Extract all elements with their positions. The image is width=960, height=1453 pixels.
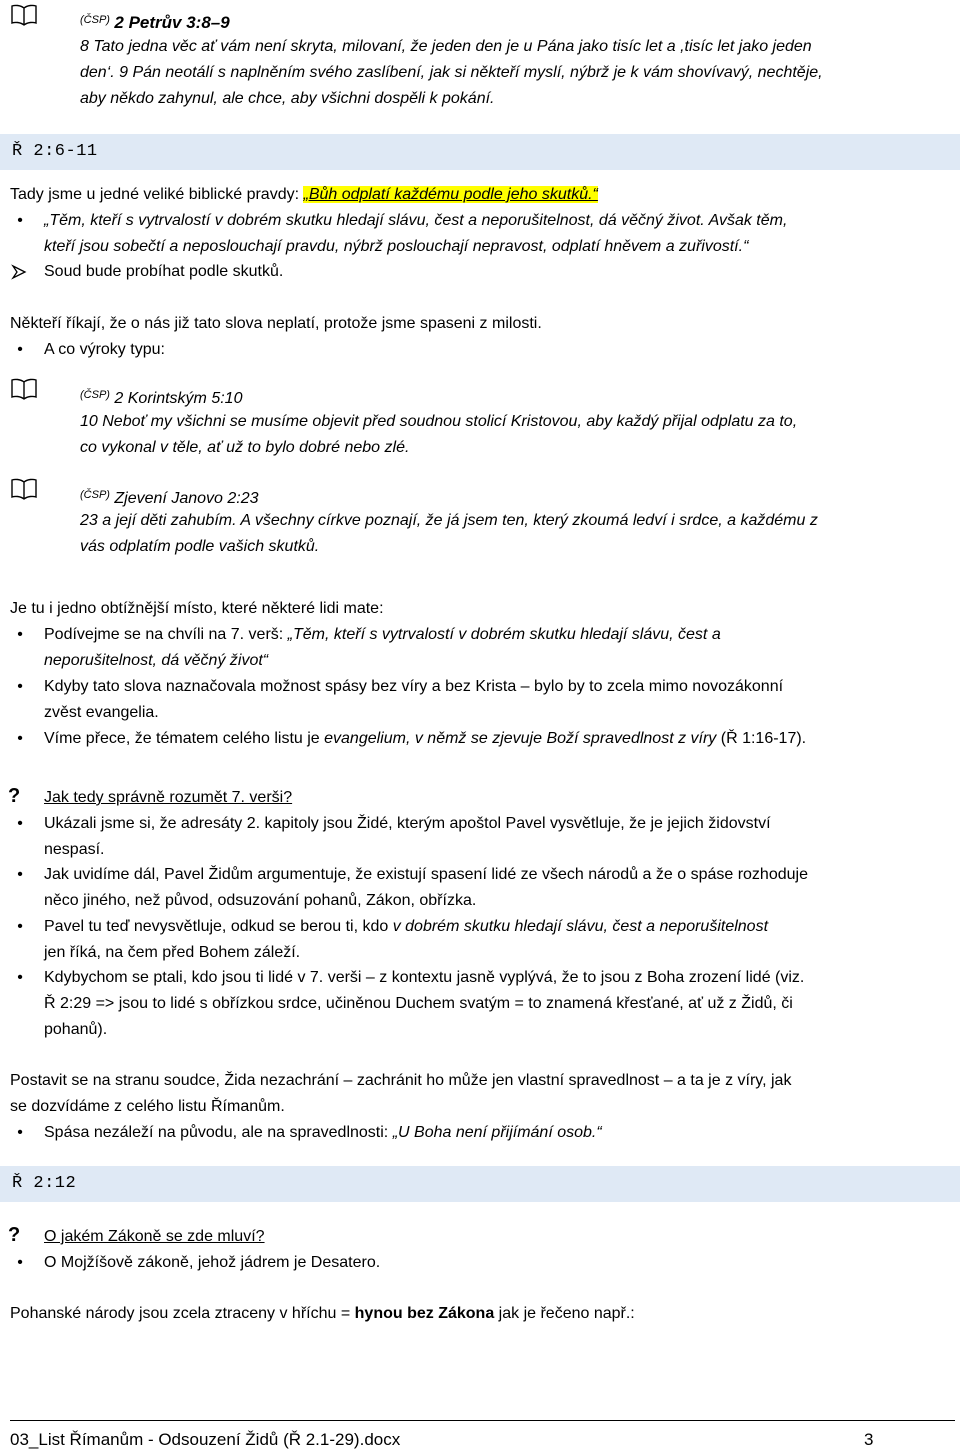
ref2-line1: 10 Neboť my všichni se musíme objevit před soudnou stolicí Kristovou, aby každý přijal odplatu za to, — [80, 413, 798, 430]
ref2-line2: co vykonal v těle, ať už to bylo dobré nebo zlé. — [80, 439, 410, 456]
emphasis-text: v dobrém skutku hledají slávu, čest a neporušitelnost — [392, 918, 769, 935]
ref2-source: (ČSP) — [80, 389, 110, 401]
paragraph-judge-line2: se dozvídáme z celého listu Římanům. — [10, 1098, 285, 1115]
bullet-gospel-theme — [44, 729, 806, 749]
ref1-source: (ČSP) — [80, 14, 110, 26]
ref2-heading — [80, 385, 242, 409]
bold-text: hynou bez Zákona — [354, 1305, 495, 1322]
bullet-addressees-line1: Ukázali jsme si, že adresáty 2. kapitoly jsou Židé, kterým apoštol Pavel vysvětluje, že je jejich židovství — [44, 815, 771, 832]
bullet-sayings: A co výroky typu: — [44, 341, 165, 358]
bullet-icon: • — [17, 341, 23, 358]
paragraph-text: Pohanské národy jsou zcela ztraceny v hříchu = — [10, 1305, 355, 1322]
ref1-line3: aby někdo zahynul, ale chce, aby všichni dospěli k pokání. — [80, 90, 495, 107]
bullet-icon: • — [17, 1254, 23, 1271]
footer-page-number: 3 — [864, 1430, 874, 1449]
bullet-icon: • — [17, 969, 23, 986]
bullet-no-partiality — [44, 1123, 602, 1143]
bullet-explanation-line2: jen říká, na čem před Bohem záleží. — [44, 944, 301, 961]
bullet-romans-quote-line1: „Těm, kteří s vytrvalostí v dobrém skutku hledají slávu, čest a neporušitelnost, dá věčný život. Avšak těm, — [44, 212, 788, 229]
ref3-heading — [80, 485, 259, 509]
bullet-icon: • — [17, 918, 23, 935]
footer-document-name: 03_List Římanům - Odsouzení Židů (Ř 2.1-29).docx — [10, 1430, 401, 1449]
paragraph-text: Tady jsme u jedné veliké biblické pravdy: — [10, 186, 304, 203]
bullet-icon: • — [17, 866, 23, 883]
question-icon: ? — [8, 785, 21, 807]
footer-divider — [10, 1420, 955, 1421]
open-book-icon — [10, 478, 38, 500]
bullet-icon: • — [17, 815, 23, 832]
bullet-romans-quote-line2: kteří jsou sobečtí a neposlouchají pravdu, nýbrž poslouchají nepravost, odplatí hněvem a zuřivostí.“ — [44, 238, 749, 255]
arrow-item-judgment: Soud bude probíhat podle skutků. — [44, 263, 284, 280]
ref1-line2: den‘. 9 Pán neotálí s naplněním svého zaslíbení, jak si někteří myslí, nýbrž je k vám shovívavý, nechtěje, — [80, 64, 823, 81]
bullet-icon: • — [17, 678, 23, 695]
open-book-icon — [10, 4, 38, 26]
paragraph-judge-line1: Postavit se na stranu soudce, Žida nezachrání – zachránit ho může jen vlastní spravedlnost – a ta je z víry, jak — [10, 1072, 792, 1089]
bullet-salvation-line2: zvěst evangelia. — [44, 704, 159, 721]
bullet-salvation-line1: Kdyby tato slova naznačovala možnost spásy bez víry a bez Krista – bylo by to zcela mimo novozákonní — [44, 678, 784, 695]
bullet-who-line1: Kdybychom se ptali, kdo jsou ti lidé v 7. verši – z kontextu jasně vyplývá, že to jsou z Boha zrození lidé (viz. — [44, 969, 805, 986]
ref1-line1: 8 Tato jedna věc ať vám není skryta, milovaní, že jeden den je u Pána jako tisíc let a ,tisíc let jako jeden — [80, 38, 812, 55]
paragraph-pagans — [10, 1304, 635, 1324]
question-icon: ? — [8, 1224, 21, 1246]
ref3-title: Zjevení Janovo 2:23 — [114, 490, 259, 507]
section-label: Ř 2:6-11 — [12, 142, 98, 161]
bullet-verse7-line2: neporušitelnost, dá věčný život“ — [44, 652, 269, 669]
section-header-r2-12 — [0, 1166, 960, 1202]
bullet-argument-line2: něco jiného, než původ, odsuzování pohanů, Zákon, obřízka. — [44, 892, 477, 909]
highlighted-quote: „Bůh odplatí každému podle jeho skutků.“ — [303, 186, 598, 203]
section-header-r2-6-11 — [0, 134, 960, 170]
question-verse7: Jak tedy správně rozumět 7. verši? — [44, 789, 293, 806]
bullet-icon: • — [17, 1124, 23, 1141]
bullet-text: Spása nezáleží na původu, ale na spravedlnosti: — [44, 1124, 393, 1141]
ref1-title: 2 Petrův 3:8–9 — [114, 13, 230, 32]
bullet-icon: • — [17, 730, 23, 747]
ref3-line2: vás odplatím podle vašich skutků. — [80, 538, 320, 555]
section-label: Ř 2:12 — [12, 1174, 77, 1193]
bullet-text: (Ř 1:16-17). — [716, 730, 807, 747]
bullet-text: Víme přece, že tématem celého listu je — [44, 730, 325, 747]
open-book-icon — [10, 378, 38, 400]
emphasis-text: evangelium, v němž se zjevuje Boží spravedlnost z víry — [324, 730, 717, 747]
bullet-icon: • — [17, 212, 23, 229]
bullet-text: Pavel tu teď nevysvětluje, odkud se berou ti, kdo — [44, 918, 393, 935]
quote-text: „Těm, kteří s vytrvalostí v dobrém skutku hledají slávu, čest a — [287, 626, 721, 643]
bullet-who-line2: Ř 2:29 => jsou to lidé s obřízkou srdce, učiněnou Duchem svatým = to znamená křesťané, ať už z Židů, či — [44, 995, 793, 1012]
arrow-bullet-icon — [11, 264, 27, 280]
bullet-argument-line1: Jak uvidíme dál, Pavel Židům argumentuje, že existují spasení lidé ze všech národů a že o spáse rozhoduje — [44, 866, 808, 883]
ref1-heading — [80, 10, 230, 34]
bullet-icon: • — [17, 626, 23, 643]
bullet-addressees-line2: nespasí. — [44, 841, 105, 858]
bullet-who-line3: pohanů). — [44, 1021, 108, 1038]
bullet-moses-law: O Mojžíšově zákoně, jehož jádrem je Desatero. — [44, 1254, 381, 1271]
ref2-title: 2 Korintským 5:10 — [114, 390, 243, 407]
paragraph-some-say: Někteří říkají, že o nás již tato slova neplatí, protože jsme spaseni z milosti. — [10, 315, 542, 332]
ref3-line1: 23 a její děti zahubím. A všechny církve poznají, že já jsem ten, který zkoumá ledví i srdce, a každému z — [80, 512, 818, 529]
bullet-explanation-line1 — [44, 917, 768, 937]
ref3-source: (ČSP) — [80, 489, 110, 501]
bullet-verse7-line1 — [44, 625, 721, 645]
quote-text: „U Boha není přijímání osob.“ — [392, 1124, 602, 1141]
paragraph-text: jak je řečeno např.: — [494, 1305, 635, 1322]
question-which-law: O jakém Zákoně se zde mluví? — [44, 1228, 265, 1245]
paragraph-difficult-place: Je tu i jedno obtížnější místo, které některé lidi mate: — [10, 600, 384, 617]
bullet-text: Podívejme se na chvíli na 7. verš: — [44, 626, 288, 643]
paragraph-big-truth — [10, 185, 598, 205]
